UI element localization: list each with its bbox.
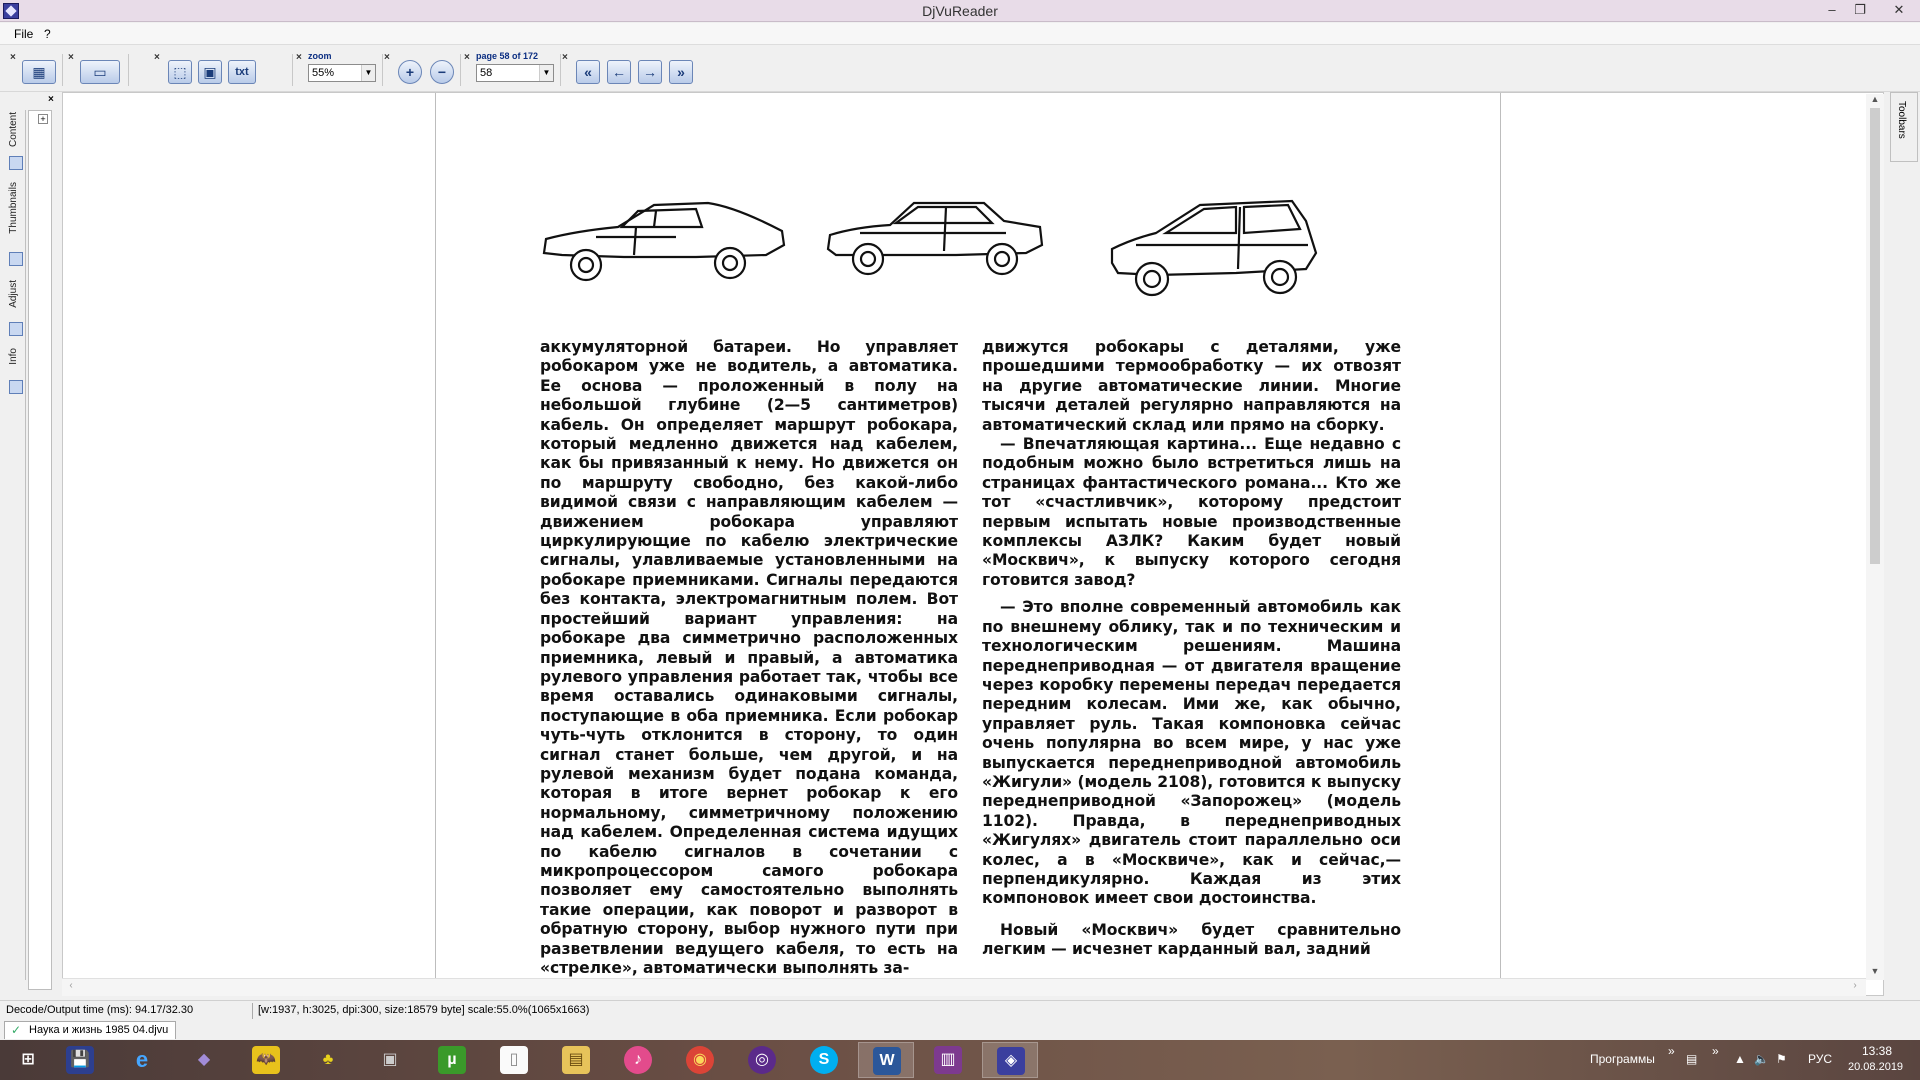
info-icon xyxy=(9,380,23,394)
taskbar-internet-explorer[interactable] xyxy=(114,1042,170,1078)
volume-icon[interactable]: 🔈 xyxy=(1754,1052,1769,1066)
toolbar-close-icon[interactable]: × xyxy=(464,52,470,63)
taskbar-media-player[interactable] xyxy=(734,1042,790,1078)
taskbar-winrar[interactable] xyxy=(920,1042,976,1078)
programs-chevron-icon[interactable]: » xyxy=(1668,1044,1675,1058)
taskbar-file-explorer[interactable] xyxy=(548,1042,604,1078)
flag-icon[interactable]: ⚑ xyxy=(1776,1052,1787,1066)
tab-thumbnails-label: Thumbnails xyxy=(8,182,19,234)
taskbar-word[interactable] xyxy=(858,1042,914,1078)
side-panel xyxy=(0,92,58,997)
toolbar-separator xyxy=(292,54,293,86)
image-icon: ▣ xyxy=(203,64,217,80)
document-page xyxy=(435,93,1501,996)
grid-icon: ▦ xyxy=(32,64,46,80)
page-value: 58 xyxy=(480,67,493,79)
itunes-icon: ♪ xyxy=(624,1046,652,1074)
word-icon: W xyxy=(873,1047,901,1075)
toolbar-separator xyxy=(128,54,129,86)
zoom-value: 55% xyxy=(312,67,335,79)
status-divider xyxy=(252,1003,253,1019)
taskbar-utorrent[interactable] xyxy=(424,1042,480,1078)
first-page-icon: « xyxy=(584,64,592,80)
utorrent-icon: µ xyxy=(438,1046,466,1074)
vertical-scrollbar[interactable] xyxy=(1866,94,1884,980)
chevron-down-icon: ▼ xyxy=(361,65,375,81)
page-label: page 58 of 172 xyxy=(476,51,539,61)
windows-start-icon: ⊞ xyxy=(21,1051,35,1068)
minimize-button[interactable]: – xyxy=(1828,2,1836,17)
image-info: [w:1937, h:3025, dpi:300, size:18579 byte] scale:55.0%(1065x1663) xyxy=(258,1004,590,1016)
decode-time: Decode/Output time (ms): 94.17/32.30 xyxy=(6,1004,194,1016)
car-hatchback xyxy=(544,203,784,280)
document-tab[interactable] xyxy=(4,1021,176,1039)
toolbar-separator xyxy=(382,54,383,86)
next-page-button[interactable] xyxy=(638,60,662,84)
taskbar-skype[interactable] xyxy=(796,1042,852,1078)
notepad-icon: ▯ xyxy=(500,1046,528,1074)
page-select[interactable] xyxy=(476,64,554,82)
robot-icon: ♣ xyxy=(322,1051,334,1068)
scroll-down-icon[interactable]: ▼ xyxy=(1870,966,1880,976)
select-area-button[interactable] xyxy=(168,60,192,84)
image-mode-button[interactable] xyxy=(198,60,222,84)
clock-time[interactable]: 13:38 xyxy=(1862,1044,1893,1058)
media-player-icon: ◎ xyxy=(748,1046,776,1074)
side-panel-tabs xyxy=(6,110,26,980)
scroll-up-icon[interactable]: ▲ xyxy=(1870,94,1880,104)
first-page-button[interactable] xyxy=(576,60,600,84)
document-tab-label: Наука и жизнь 1985 04.djvu xyxy=(29,1024,169,1036)
visual-studio-icon: ◆ xyxy=(197,1051,211,1068)
toolbar-close-icon[interactable]: × xyxy=(10,52,16,63)
start-button[interactable] xyxy=(0,1042,56,1078)
zoom-out-button[interactable] xyxy=(430,60,454,84)
menu-help[interactable]: ? xyxy=(44,27,51,41)
taskbar-save[interactable] xyxy=(52,1042,108,1078)
paragraph: движутся робокары с деталями, уже прошедшими термообработку — их отвозят на другие автоматические линии. Многие тысячи деталей регулярно направляются на автоматический склад или прямо на сборку. xyxy=(982,338,1401,434)
paragraph: Новый «Москвич» будет сравнительно легким — исчезнет карданный вал, задний xyxy=(982,920,1401,959)
chevron-down-icon: ▼ xyxy=(539,65,553,81)
taskbar-game[interactable] xyxy=(362,1042,418,1078)
tab-content[interactable] xyxy=(6,110,26,174)
document-viewer[interactable] xyxy=(62,92,1884,996)
game-icon: ▣ xyxy=(382,1051,398,1068)
side-panel-content xyxy=(28,110,52,990)
plus-icon: + xyxy=(405,64,415,80)
tray-overflow-icon[interactable]: ▲ xyxy=(1734,1052,1746,1066)
menu-bar xyxy=(0,23,1920,45)
djvureader-icon: ◈ xyxy=(997,1047,1025,1075)
page-view-button[interactable] xyxy=(80,60,120,84)
title-bar xyxy=(0,0,1920,22)
taskbar xyxy=(0,1040,1920,1080)
tab-adjust[interactable] xyxy=(6,278,26,340)
adjust-icon xyxy=(9,322,23,336)
save-icon: 💾 xyxy=(66,1046,94,1074)
tab-info[interactable] xyxy=(6,346,26,398)
text-column-right xyxy=(982,338,1401,960)
expand-plus-icon[interactable]: + xyxy=(38,114,48,124)
zoom-label: zoom xyxy=(308,51,332,61)
scroll-left-icon[interactable]: ‹ xyxy=(69,980,73,991)
selection-icon: ⬚ xyxy=(173,64,187,80)
toolbar-close-icon[interactable]: × xyxy=(296,52,302,63)
content-icon xyxy=(9,156,23,170)
toolbar-separator xyxy=(460,54,461,86)
toolbar-close-icon[interactable]: × xyxy=(384,52,390,63)
text-column-left xyxy=(540,338,958,978)
arrow-right-icon: → xyxy=(643,64,657,80)
taskbar-visual-studio[interactable] xyxy=(176,1042,232,1078)
last-page-icon: » xyxy=(677,64,685,80)
scroll-right-icon[interactable]: › xyxy=(1853,980,1857,991)
tab-adjust-label: Adjust xyxy=(8,280,19,308)
paragraph: — Это вполне современный автомобиль как по внешнему облику, так и по техническим и технологическим решениям. Машина переднеприводная — от двигателя вращение через коробку перемены передач передается передним колесам. Ими же, как обычно, управляет руль. Такая компоновка сейчас очень популярна во всем мире, у нас уже выпускается переднеприводной автомобиль «Жигули» (модель 2108), готовится к выпуску переднеприводной «Запорожец» (модель 1102). Правда, в переднеприводных «Жигулях» двигатель стоит параллельно оси колес, а в «Москвиче», как и сейчас,— перпендикулярно. Каждая из этих компоновок имеет свои достоинства. xyxy=(982,598,1401,908)
minus-icon: − xyxy=(437,64,447,80)
page-icon: ▭ xyxy=(93,64,107,80)
taskbar-notepad[interactable] xyxy=(486,1042,542,1078)
side-panel-close-icon[interactable]: × xyxy=(48,94,54,105)
zoom-in-button[interactable] xyxy=(398,60,422,84)
restore-button[interactable]: ❐ xyxy=(1854,2,1866,17)
taskbar-chrome[interactable] xyxy=(672,1042,728,1078)
taskbar-djvureader[interactable] xyxy=(982,1042,1038,1078)
toolbar-close-icon[interactable]: × xyxy=(68,52,74,63)
close-window-button[interactable]: ✕ xyxy=(1893,2,1905,17)
text-mode-button[interactable] xyxy=(228,60,256,84)
chrome-icon: ◉ xyxy=(686,1046,714,1074)
toolbars-tab[interactable] xyxy=(1890,92,1918,162)
tray-chevron-icon[interactable]: » xyxy=(1712,1044,1719,1058)
tab-content-label: Content xyxy=(8,112,19,148)
tab-thumbnails[interactable] xyxy=(6,180,26,272)
winrar-icon: ▥ xyxy=(934,1046,962,1074)
check-icon: ✓ xyxy=(11,1023,22,1037)
clock-date[interactable]: 20.08.2019 xyxy=(1848,1061,1904,1073)
language-indicator[interactable]: РУС xyxy=(1808,1052,1833,1066)
arrow-left-icon: ← xyxy=(612,64,626,80)
previous-page-button[interactable] xyxy=(607,60,631,84)
toolbars-tab-label: Toolbars xyxy=(1896,101,1907,139)
paragraph: аккумуляторной батареи. Но управляет робокаром уже не водитель, а автоматика. Ее основа — проложенный в полу на небольшой глубине (2—5 сантиметров) кабель. Он определяет маршрут робокара, который медленно движется над кабелем, как бы привязанный к нему. Но движется он по маршруту свободно, без какой-либо видимой связи с направляющим кабелем — движением робокара управляют циркулирующие по кабелю электрические сигналы, улавливаемые установленными на робокаре приемниками. Сигналы передаются без контакта, электромагнитным полем. Вот простейший вариант управления: на робокаре два симметрично расположенных приемника, левый и правый, а автоматика рулевого управления работает так, чтобы все время оставались одинаковыми сигналы, поступающие в оба приемника. Если робокар чуть-чуть отклонится в сторону, то один сигнал станет больше, чем другой, и на рулевой механизм будет подана команда, которая в итоге вернет робокар к его нормальному, симметричному положению над кабелем. Определенная система идущих по кабелю сигналов в сочетании с микропроцессором самого робокара позволяет ему самостоятельно выполнять такие операции, как поворот и разворот в обратную сторону, выбор нужного пути при разветвлении ведущего кабеля, то есть на «стрелке», автоматически выполнять за- xyxy=(540,338,958,977)
toolbar xyxy=(0,46,1920,92)
zoom-select[interactable] xyxy=(308,64,376,82)
window-title: DjVuReader xyxy=(922,3,998,19)
last-page-button[interactable] xyxy=(669,60,693,84)
folder-icon: ▤ xyxy=(562,1046,590,1074)
toolbar-separator xyxy=(62,54,63,86)
status-bar xyxy=(0,1000,1920,1020)
document-tabs-bar xyxy=(0,1020,1920,1040)
scroll-thumb[interactable] xyxy=(1870,108,1880,564)
text-mode-label: txt xyxy=(235,66,249,78)
programs-toolbar-label[interactable]: Программы xyxy=(1590,1052,1655,1066)
tab-info-label: Info xyxy=(8,348,19,365)
taskbar-robot-app[interactable] xyxy=(300,1042,356,1078)
taskbar-itunes[interactable] xyxy=(610,1042,666,1078)
menu-file[interactable]: File xyxy=(14,27,34,41)
horizontal-scrollbar[interactable] xyxy=(62,978,1866,996)
taskbar-batman[interactable] xyxy=(238,1042,294,1078)
batman-icon: 🦇 xyxy=(252,1046,280,1074)
thumbnails-icon xyxy=(9,252,23,266)
toolbar-close-icon[interactable]: × xyxy=(562,52,568,63)
layout-mode-button[interactable] xyxy=(22,60,56,84)
car-sedan xyxy=(828,203,1042,274)
internet-explorer-icon: e xyxy=(135,1047,149,1072)
toolbar-separator xyxy=(560,54,561,86)
skype-icon: S xyxy=(810,1046,838,1074)
paragraph: — Впечатляющая картина... Еще недавно с подобным можно было встретиться лишь на страницах фантастического романа... Кто же тот «счастливчик», которому предстоит первым испытать новые производственные комплексы АЗЛК? Каким будет новый «Москвич», к выпуску которого сегодня готовится завод? xyxy=(982,435,1401,589)
car-station-wagon xyxy=(1112,201,1316,295)
toolbar-close-icon[interactable]: × xyxy=(154,52,160,63)
tray-app-icon[interactable]: ▤ xyxy=(1686,1052,1698,1066)
